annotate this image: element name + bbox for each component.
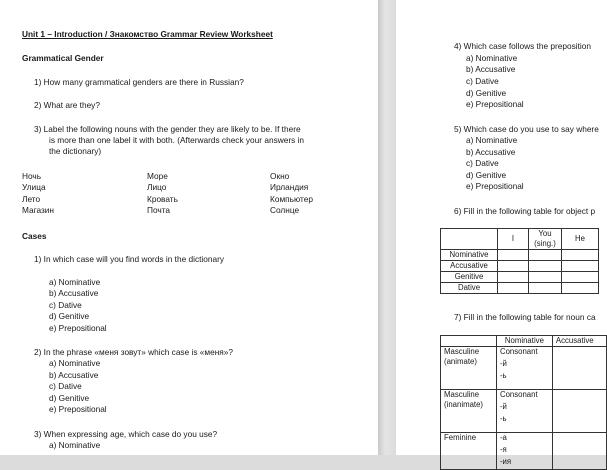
- ending-cell: [496, 433, 552, 470]
- table-input-cell[interactable]: [552, 433, 606, 470]
- cases-question-2: 2) In the phrase «меня зовут» which case is «меня»?: [34, 347, 234, 357]
- cases-question-5: 5) Which case do you use to say where: [454, 124, 599, 134]
- ending-text: -ь: [499, 414, 507, 423]
- ending-cell: [496, 347, 552, 390]
- answer-option: a) Nominative: [466, 53, 518, 63]
- table-input-cell[interactable]: [552, 390, 606, 433]
- ending-text: -ь: [499, 371, 507, 380]
- answer-option: a) Nominative: [466, 135, 518, 145]
- cases-question-6: 6) Fill in the following table for object p: [454, 206, 596, 216]
- noun-word: Кровать: [147, 194, 178, 204]
- table-input-cell[interactable]: [562, 261, 599, 272]
- noun-word: Солнце: [270, 205, 300, 215]
- table-header-cell: Accusative: [552, 336, 606, 347]
- answer-option: d) Genitive: [49, 393, 90, 403]
- table-header-cell: I: [498, 229, 529, 250]
- row-label: Masculine (inanimate): [441, 390, 497, 433]
- ending-text: -я: [499, 445, 507, 454]
- row-label: Nominative: [441, 250, 498, 261]
- answer-option: c) Dative: [49, 300, 82, 310]
- gender-question-3-line-3: the dictionary): [49, 146, 102, 156]
- ending-text: -й: [499, 402, 507, 411]
- table-input-cell[interactable]: [529, 283, 562, 294]
- table-input-cell[interactable]: [498, 250, 529, 261]
- object-pronoun-table: [440, 228, 599, 294]
- table-input-cell[interactable]: [529, 272, 562, 283]
- gender-question-2: 2) What are they?: [34, 100, 100, 110]
- table-header-cell: [441, 336, 497, 347]
- answer-option: d) Genitive: [466, 170, 507, 180]
- table-input-cell[interactable]: [498, 272, 529, 283]
- table-row: [441, 250, 599, 261]
- row-label: Feminine: [441, 433, 497, 470]
- cases-question-4: 4) Which case follows the preposition: [454, 41, 591, 51]
- noun-word: Магазин: [22, 205, 55, 215]
- cases-question-7: 7) Fill in the following table for noun ca: [454, 312, 596, 322]
- ending-cell: [496, 390, 552, 433]
- ending-text: -а: [499, 433, 507, 442]
- noun-word: Компьютер: [270, 194, 313, 204]
- table-header-cell: He: [562, 229, 599, 250]
- noun-word: Улица: [22, 182, 46, 192]
- table-input-cell[interactable]: [529, 250, 562, 261]
- gender-question-3-line-2: is more than one label it with both. (Afterwards check your answers in: [49, 135, 305, 145]
- table-row: [441, 283, 599, 294]
- noun-word: Лицо: [147, 182, 167, 192]
- ending-text: Consonant: [499, 347, 538, 356]
- section-heading-cases: Cases: [22, 231, 47, 241]
- answer-option: a) Nominative: [49, 358, 101, 368]
- noun-word: Море: [147, 171, 168, 181]
- answer-option: b) Accusative: [466, 147, 516, 157]
- table-row: [441, 390, 607, 433]
- ending-text: Consonant: [499, 390, 538, 399]
- row-label: Accusative: [441, 261, 498, 272]
- answer-option: e) Prepositional: [466, 99, 524, 109]
- table-row: [441, 347, 607, 390]
- section-heading-gender: Grammatical Gender: [22, 53, 104, 63]
- table-row: [441, 261, 599, 272]
- table-input-cell[interactable]: [498, 283, 529, 294]
- answer-option: c) Dative: [466, 76, 499, 86]
- table-header-cell: [441, 229, 498, 250]
- table-input-cell[interactable]: [562, 272, 599, 283]
- worksheet-title: Unit 1 – Introduction / Знакомство Grammar Review Worksheet: [22, 29, 273, 39]
- worksheet-page-right: [396, 0, 607, 466]
- ending-text: -ия: [499, 457, 512, 466]
- answer-option: b) Accusative: [49, 288, 99, 298]
- noun-word: Почта: [147, 205, 171, 215]
- table-row: [441, 433, 607, 470]
- noun-word: Окно: [270, 171, 290, 181]
- answer-option: b) Accusative: [49, 370, 99, 380]
- answer-option: a) Nominative: [49, 440, 101, 450]
- table-row: [441, 272, 599, 283]
- answer-option: b) Accusative: [466, 64, 516, 74]
- noun-word: Лето: [22, 194, 41, 204]
- table-input-cell[interactable]: [498, 261, 529, 272]
- cases-question-3: 3) When expressing age, which case do you use?: [34, 429, 218, 439]
- noun-case-table: [440, 335, 607, 470]
- gender-question-1: 1) How many grammatical genders are there in Russian?: [34, 77, 244, 87]
- gender-question-3: 3) Label the following nouns with the gender they are likely to be. If there: [34, 124, 301, 134]
- answer-option: e) Prepositional: [466, 181, 524, 191]
- table-header-cell: You (sing.): [529, 229, 562, 250]
- answer-option: e) Prepositional: [49, 323, 107, 333]
- answer-option: c) Dative: [49, 381, 82, 391]
- table-input-cell[interactable]: [529, 261, 562, 272]
- table-input-cell[interactable]: [562, 250, 599, 261]
- row-label: Masculine (animate): [441, 347, 497, 390]
- row-label: Dative: [441, 283, 498, 294]
- noun-word: Ирландия: [270, 182, 309, 192]
- table-input-cell[interactable]: [562, 283, 599, 294]
- table-header-cell: Nominative: [496, 336, 552, 347]
- answer-option: a) Nominative: [49, 277, 101, 287]
- noun-word: Ночь: [22, 171, 42, 181]
- answer-option: e) Prepositional: [49, 404, 107, 414]
- page-gutter: [378, 0, 396, 455]
- answer-option: d) Genitive: [49, 311, 90, 321]
- table-input-cell[interactable]: [552, 347, 606, 390]
- row-label: Genitive: [441, 272, 498, 283]
- cases-question-1: 1) In which case will you find words in the dictionary: [34, 254, 224, 264]
- ending-text: -й: [499, 359, 507, 368]
- answer-option: d) Genitive: [466, 88, 507, 98]
- answer-option: c) Dative: [466, 158, 499, 168]
